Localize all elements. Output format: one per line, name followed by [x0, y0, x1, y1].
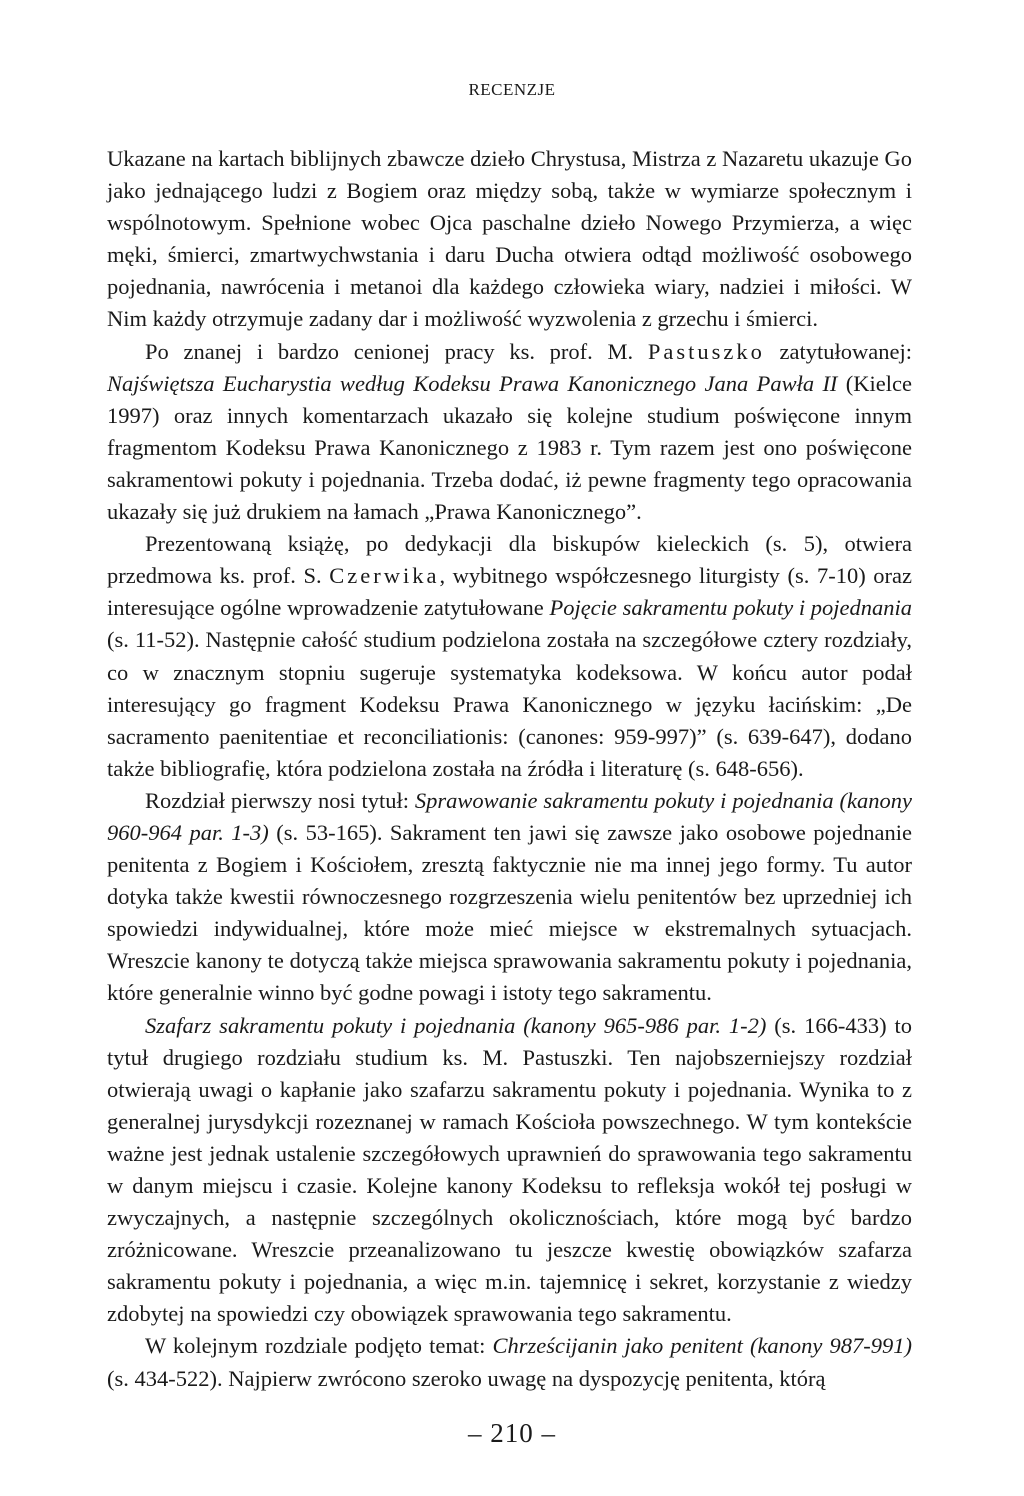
article-body: [107, 143, 912, 1395]
paragraph-2: [107, 336, 912, 529]
paragraph-5-segment: Szafarz sakramentu pokuty i pojednania (kanony 965-986 par. 1-2): [145, 1012, 767, 1038]
paragraph-2-segment: Pastuszko: [647, 338, 765, 364]
paragraph-3-segment: Czerwika: [329, 563, 440, 589]
paragraph-4: [107, 785, 912, 1010]
paragraph-5: [107, 1010, 912, 1331]
paragraph-6-segment: Chrześcijanin jako penitent (kanony 987-991): [492, 1333, 912, 1359]
paragraph-3: [107, 528, 912, 785]
paragraph-1: [107, 143, 912, 336]
paragraph-3-segment: , wybitnego współczesnego liturgisty (s. 7-10) oraz interesujące ogólne wprowadzenie zatytułowane: [107, 563, 912, 621]
paragraph-3-segment: (s. 11-52). Następnie całość studium podzielona została na szczegółowe cztery rozdziały, co w znacznym stopniu sugeruje systematyka kodeksowa. W końcu autor podał interesujący go fragment Kodeksu Prawa Kanonicznego w języku łacińskim: „De sacramento paenitentiae et reconciliationis: (canones: 959-997)” (s. 639-647), dodano także bibliografię, która podzielona została na źródła i literaturę (s. 648-656).: [107, 627, 912, 781]
paragraph-4-segment: Rozdział pierwszy nosi tytuł:: [145, 787, 415, 813]
paragraph-6-segment: W kolejnym rozdziale podjęto temat:: [145, 1333, 493, 1359]
paragraph-2-segment: zatytułowanej:: [764, 338, 912, 364]
paragraph-2-segment: Po znanej i bardzo cenionej pracy ks. prof. M.: [145, 338, 648, 364]
paragraph-6: [107, 1330, 912, 1394]
paragraph-3-segment: Pojęcie sakramentu pokuty i pojednania: [549, 595, 912, 621]
paragraph-4-segment: (s. 53-165). Sakrament ten jawi się zawsze jako osobowe pojednanie penitenta z Bogiem i Kościołem, zresztą faktycznie nie ma innej jego formy. Tu autor dotyka także kwestii równoczesnego rozgrzeszenia wielu penitentów bez uprzedniej ich spowiedzi indywidualnej, które może mieć miejsce w ekstremalnych sytuacjach. Wreszcie kanony te dotyczą także miejsca sprawowania sakramentu pokuty i pojednania, które generalnie winno być godne powagi i istoty tego sakramentu.: [107, 819, 912, 1006]
page-number: – 210 –: [468, 1418, 556, 1448]
paragraph-6-segment: (s. 434-522). Najpierw zwrócono szeroko uwagę na dyspozycję penitenta, którą: [107, 1365, 826, 1391]
paragraph-5-segment: (s. 166-433) to tytuł drugiego rozdziału studium ks. M. Pastuszki. Ten najobszerniejszy rozdział otwierają uwagi o kapłanie jako szafarzu sakramentu pokuty i pojednania. Wynika to z generalnej jurysdykcji rozeznanej w ramach Kościoła powszechnego. W tym kontekście ważne jest jednak ustalenie szczegółowych uprawnień do sprawowania tego sakramentu w danym miejscu i czasie. Kolejne kanony Kodeksu to refleksja wokół tej posługi w zwyczajnych, a następnie szczególnych okolicznościach, które mogą być bardzo zróżnicowane. Wreszcie przeanalizowano tu jeszcze kwestię obowiązków szafarza sakramentu pokuty i pojednania, a więc m.in. tajemnicę i sekret, korzystanie z wiedzy zdobytej na spowiedzi czy obowiązek sprawowania tego sakramentu.: [107, 1012, 912, 1327]
paragraph-4-segment: Sprawowanie sakramentu pokuty i pojednania (kanony 960-964 par. 1-3): [107, 787, 912, 845]
paragraph-2-segment: (Kielce 1997) oraz innych komentarzach ukazało się kolejne studium poświęcone innym fragmentom Kodeksu Prawa Kanonicznego z 1983 r. Tym razem jest ono poświęcone sakramentowi pokuty i pojednania. Trzeba dodać, iż pewne fragmenty tego opracowania ukazały się już drukiem na łamach „Prawa Kanonicznego”.: [107, 370, 912, 525]
paragraph-3-segment: Prezentowaną książę, po dedykacji dla biskupów kieleckich (s. 5), otwiera przedmowa ks. prof. S.: [107, 531, 912, 589]
running-header: RECENZJE: [468, 80, 556, 99]
paragraph-1-segment: Ukazane na kartach biblijnych zbawcze dzieło Chrystusa, Mistrza z Nazaretu ukazuje Go jako jednającego ludzi z Bogiem oraz między sobą, także w wymiarze społecznym i wspólnotowym. Spełnione wobec Ojca paschalne dzieło Nowego Przymierza, a więc męki, śmierci, zmartwychwstania i daru Ducha otwiera odtąd możliwość osobowego pojednania, nawrócenia i metanoi dla każdego człowieka wiary, nadziei i miłości. W Nim każdy otrzymuje zadany dar i możliwość wyzwolenia z grzechu i śmierci.: [107, 146, 912, 332]
paragraph-2-segment: Najświętsza Eucharystia według Kodeksu Prawa Kanonicznego Jana Pawła II: [107, 370, 838, 396]
